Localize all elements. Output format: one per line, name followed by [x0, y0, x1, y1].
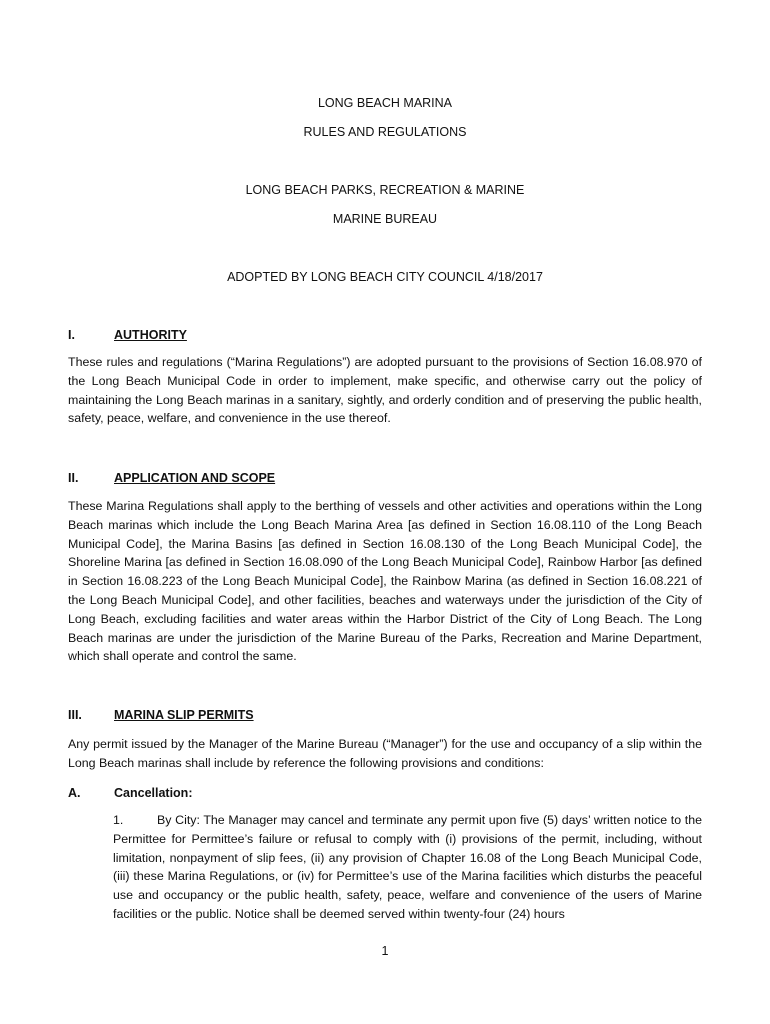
section-title: MARINA SLIP PERMITS [114, 708, 254, 722]
section-number: III. [68, 708, 82, 722]
section-number: II. [68, 471, 79, 485]
section-heading-permits [68, 707, 254, 723]
section-number: I. [68, 328, 75, 342]
section-heading-authority [68, 327, 187, 343]
page-number: 1 [381, 944, 389, 958]
section-body-authority: These rules and regulations (“Marina Regulations”) are adopted pursuant to the provisions of Section 16.08.970 of the Long Beach Municipal Code in order to implement, make specific, and otherwise carry out the policy of maintaining the Long Beach marinas in a sanitary, sightly, and orderly condition and of preserving the public health, safety, peace, welfare, and convenience in the use thereof. [68, 355, 702, 426]
section-heading-application [68, 470, 275, 486]
section-body-application: These Marina Regulations shall apply to the berthing of vessels and other activities and operations within the Long Beach marinas which include the Long Beach Marina Area [as defined in Section 16.08.110 of the Long Beach Municipal Code], the Marina Basins [as defined in Section 16.08.130 of the Long Beach Municipal Code], the Shoreline Marina [as defined in Section 16.08.090 of the Long Beach Municipal Code], Rainbow Harbor [as defined in Section 16.08.223 of the Long Beach Municipal Code], the Rainbow Marina (as defined in Section 16.08.221 of the Long Beach Municipal Code], and other facilities, beaches and waterways under the jurisdiction of the City of Long Beach, excluding facilities and water areas within the Harbor District of the City of Long Beach. The Long Beach marinas are under the jurisdiction of the Marine Bureau of the Parks, Recreation and Marine Department, which shall operate and control the same. [68, 499, 702, 664]
doc-title-line3: LONG BEACH PARKS, RECREATION & MARINE [245, 183, 525, 197]
subsection-heading-cancellation [68, 785, 193, 801]
adopted-line: ADOPTED BY LONG BEACH CITY COUNCIL 4/18/2017 [227, 270, 543, 284]
subsection-item-1 [113, 811, 702, 924]
section-title: AUTHORITY [114, 328, 187, 342]
subsection-letter: A. [68, 786, 81, 800]
section-body-permits: Any permit issued by the Manager of the Marine Bureau (“Manager”) for the use and occupancy of a slip within the Long Beach marinas shall include by reference the following provisions and conditions: [68, 737, 702, 770]
doc-title-line4: MARINE BUREAU [332, 212, 438, 226]
doc-title-line2: RULES AND REGULATIONS [303, 125, 467, 139]
section-title: APPLICATION AND SCOPE [114, 471, 276, 485]
subsection-title: Cancellation: [114, 786, 193, 800]
item-body: By City: The Manager may cancel and terminate any permit upon five (5) days’ written notice to the Permittee for Permittee’s failure or refusal to comply with (i) provisions of the permit, including, without limitation, nonpayment of slip fees, (ii) any provision of Chapter 16.08 of the Long Beach Municipal Code, (iii) these Marina Regulations, or (iv) for Permittee’s use of the Marina facilities which disturbs the peaceful use and occupancy or the public health, safety, peace, welfare and convenience of the users of Marine facilities or the public. Notice shall be deemed served within twenty-four (24) hours [113, 813, 702, 921]
doc-title-line1: LONG BEACH MARINA [317, 96, 453, 110]
item-number: 1. [113, 813, 124, 827]
